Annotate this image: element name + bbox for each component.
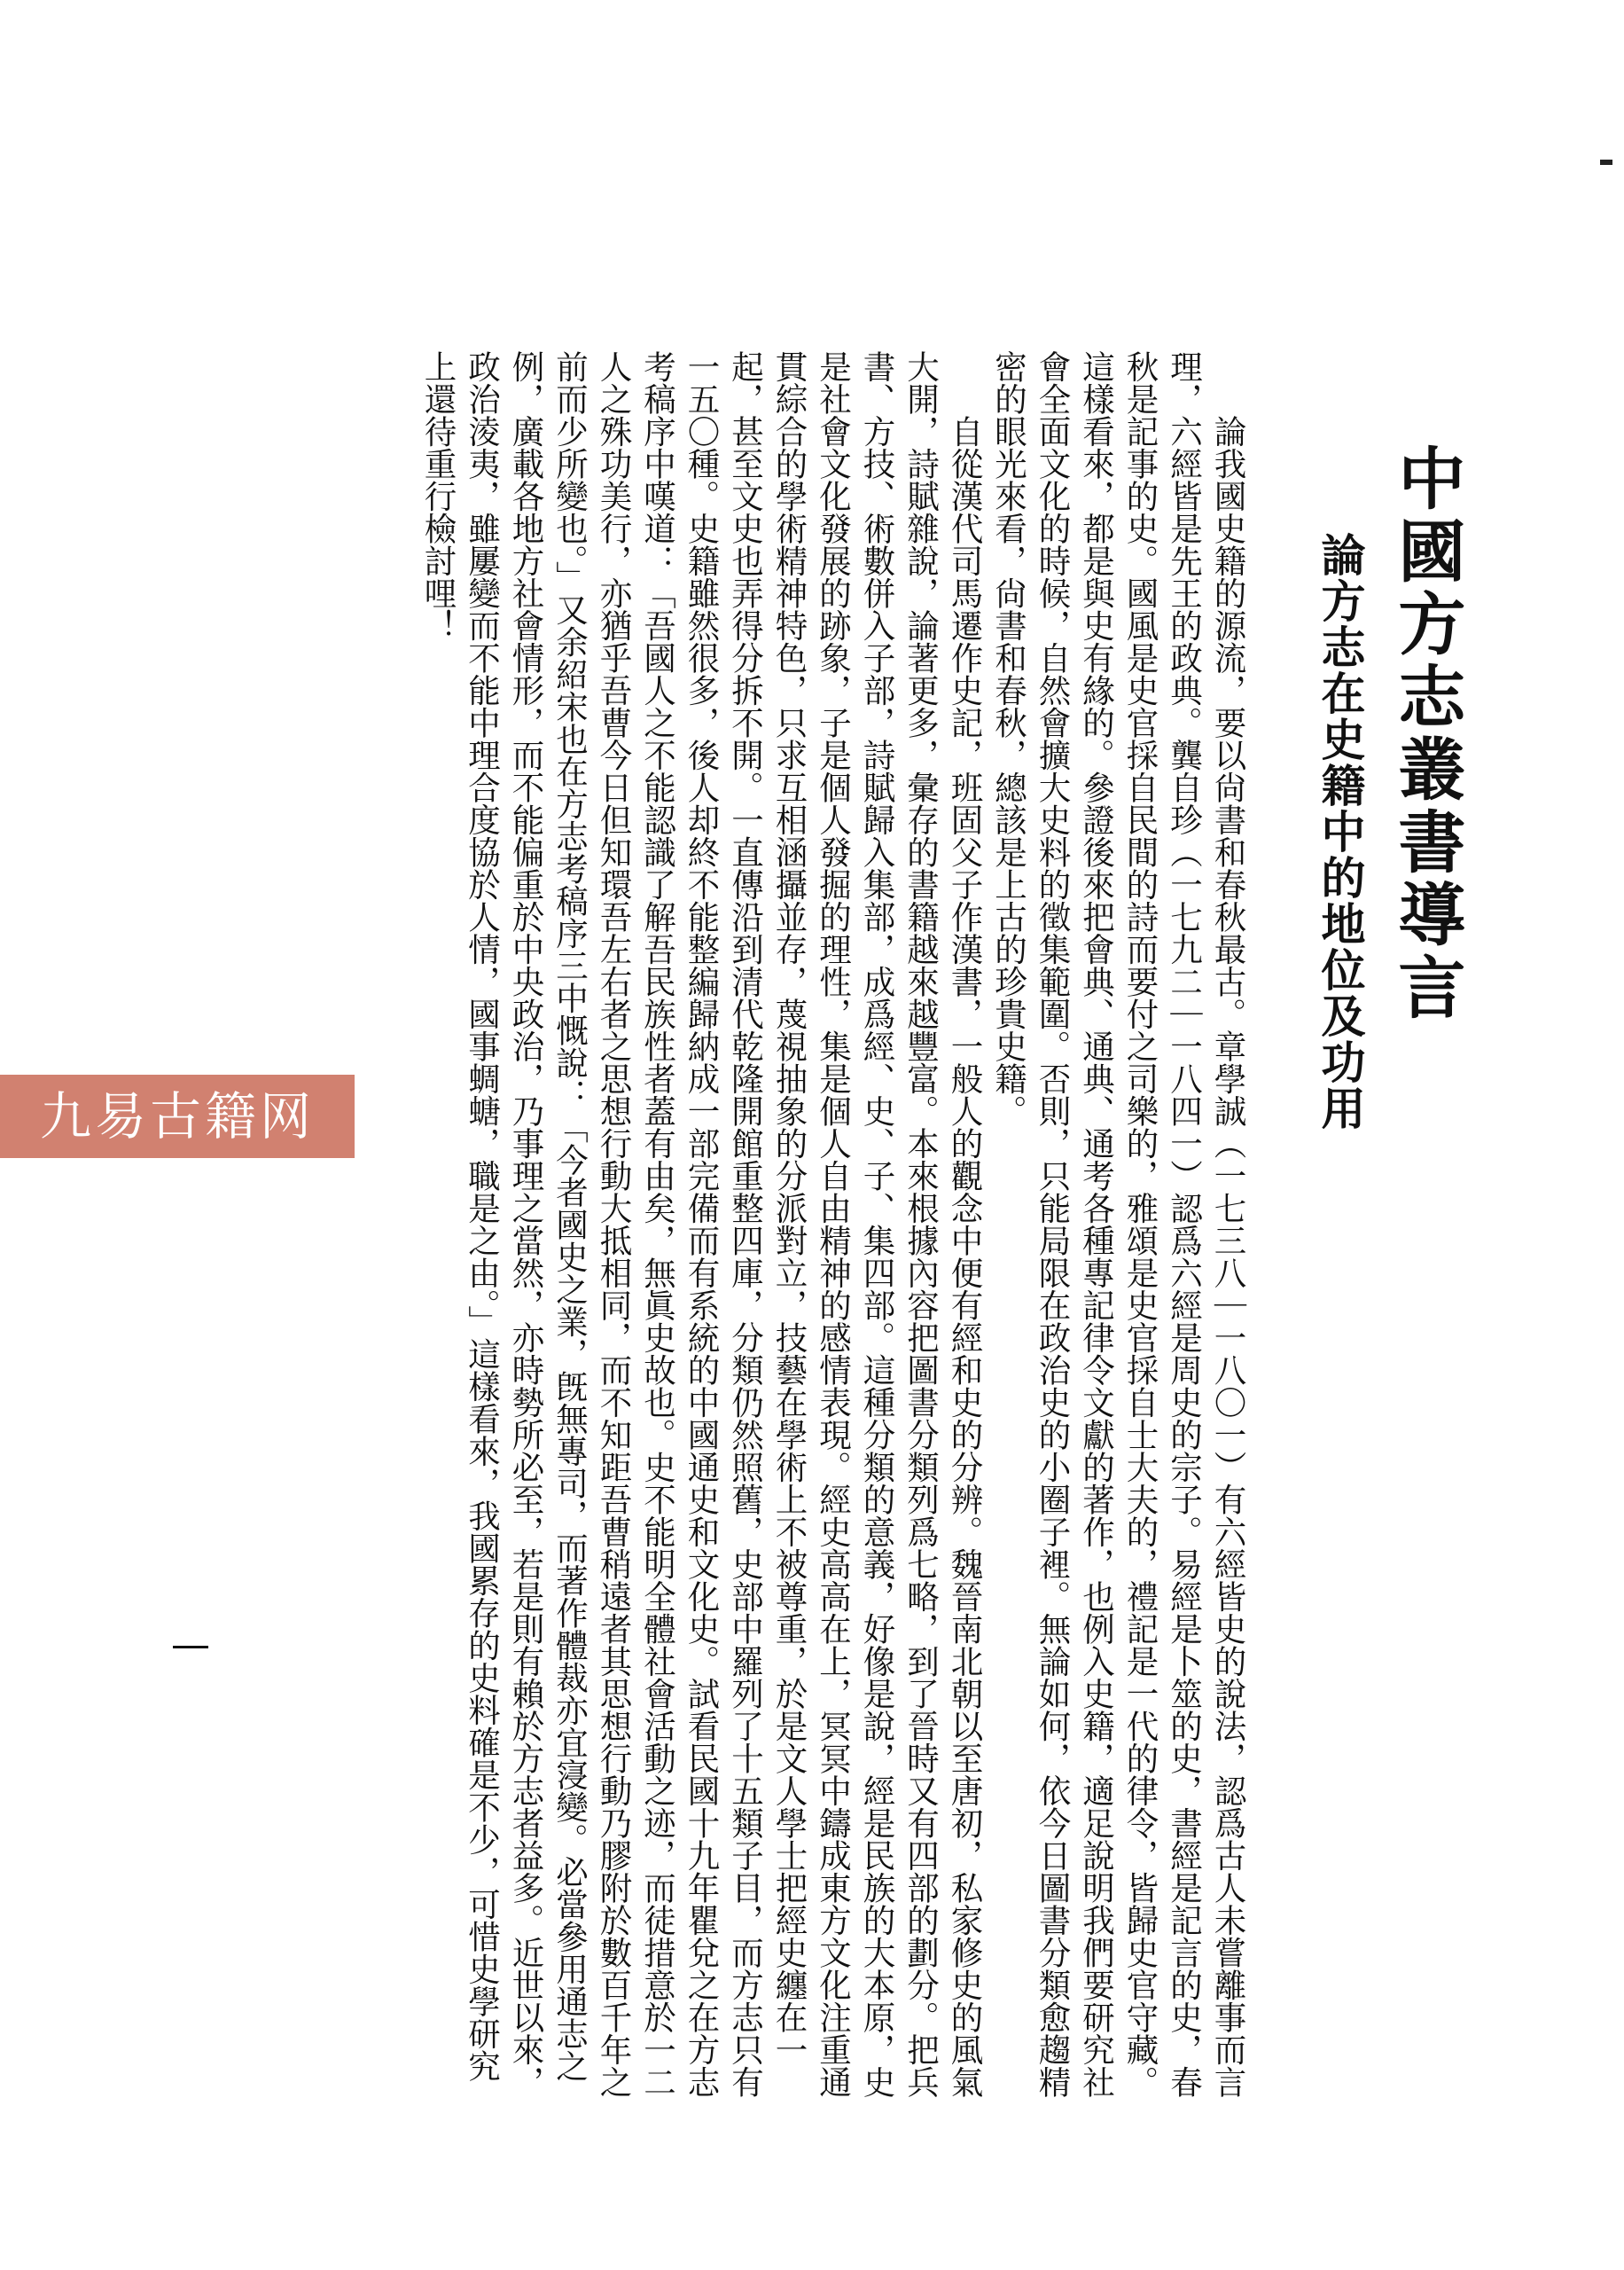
watermark-logo: 九易古籍网 bbox=[0, 1075, 355, 1158]
book-title: 中國方志叢書導言 bbox=[1386, 443, 1466, 1025]
section-subtitle: 論方志在史籍中的地位及功用 bbox=[1314, 532, 1367, 1131]
paragraph-2: 自從漢代司馬遷作史記，班固父子作漢書，一般人的觀念中便有經和史的分辨。魏晉南北朝以至唐初，私家修史的風氣大開，詩賦雜說，論著更多，彙存的書籍越來越豐富。本來根據內容把圖書分類列爲七略，到了晉時又有四部的劃分。把兵書、方技、術數併入子部，詩賦歸入集部，成爲經、史、子、集四部。這種分類的意義，好像是說，經是民族的大本原，史是社會文化發展的跡象，子是個人發掘的理性，集是個人自由精神的感情表現。經史高高在上，冥冥中鑄成東方文化注重通貫綜合的學術精神特色，只求互相涵攝並存，蔑視抽象的分派對立，技藝在學術上不被尊重，於是文人學士把經史纏在一起，甚至文史也弄得分拆不開。一直傳沿到清代乾隆開館重整四庫，分類仍然照舊，史部中羅列了十五類子目，而方志只有一五〇種。史籍雖然很多，後人却終不能整編歸納成一部完備而有系統的中國通史和文化史。試看民國十九年瞿兌之在方志考稿序中嘆道：「吾國人之不能認識了解吾民族性者蓋有由矣，無眞史故也。史不能明全體社會活動之迹，而徒措意於一二人之殊功美行，亦猶乎吾曹今日但知環吾左右者之思想行動大抵相同，而不知距吾曹稍遠者其思想行動乃膠附於數百千年之前而少所變也。」又余紹宋也在方志考稿序三中慨說：「今者國史之業，旣無專司，而著作體裁亦宜寖變。必當參用通志之例，廣載各地方社會情形，而不能偏重於中央政治，乃事理之當然，亦時勢所必至，若是則有賴於方志者益多。近世以來，政治淩夷，雖屢變而不能中理合度協於人情，國事蜩螗，職是之由。」這樣看來，我國累存的史料確是不少，可惜史學研究上還待重行檢討哩！ bbox=[419, 350, 984, 2098]
body-text bbox=[239, 350, 1250, 2106]
page-number bbox=[173, 1646, 208, 1648]
scan-mark bbox=[1600, 160, 1612, 165]
paragraph-1: 論我國史籍的源流，要以尙書和春秋最古。章學誠（一七三八｜一八〇一）有六經皆史的說法，認爲古人未嘗離事而言理，六經皆是先王的政典。龔自珍（一七九二｜一八四一）認爲六經是周史的宗子。易經是卜筮的史，書經是記言的史，春秋是記事的史。國風是史官採自民間的詩而要付之司樂的，雅頌是史官採自士大夫的，禮記是一代的律令，皆歸史官守藏。這樣看來，都是與史有緣的。參證後來把會典、通典、通考各種專記律令文獻的著作，也例入史籍，適足說明我們要研究社會全面文化的時候，自然會擴大史料的徵集範圍。否則，只能局限在政治史的小圈子裡。無論如何，依今日圖書分類愈趨精密的眼光來看，尙書和春秋，總該是上古的珍貴史籍。 bbox=[989, 350, 1247, 2098]
